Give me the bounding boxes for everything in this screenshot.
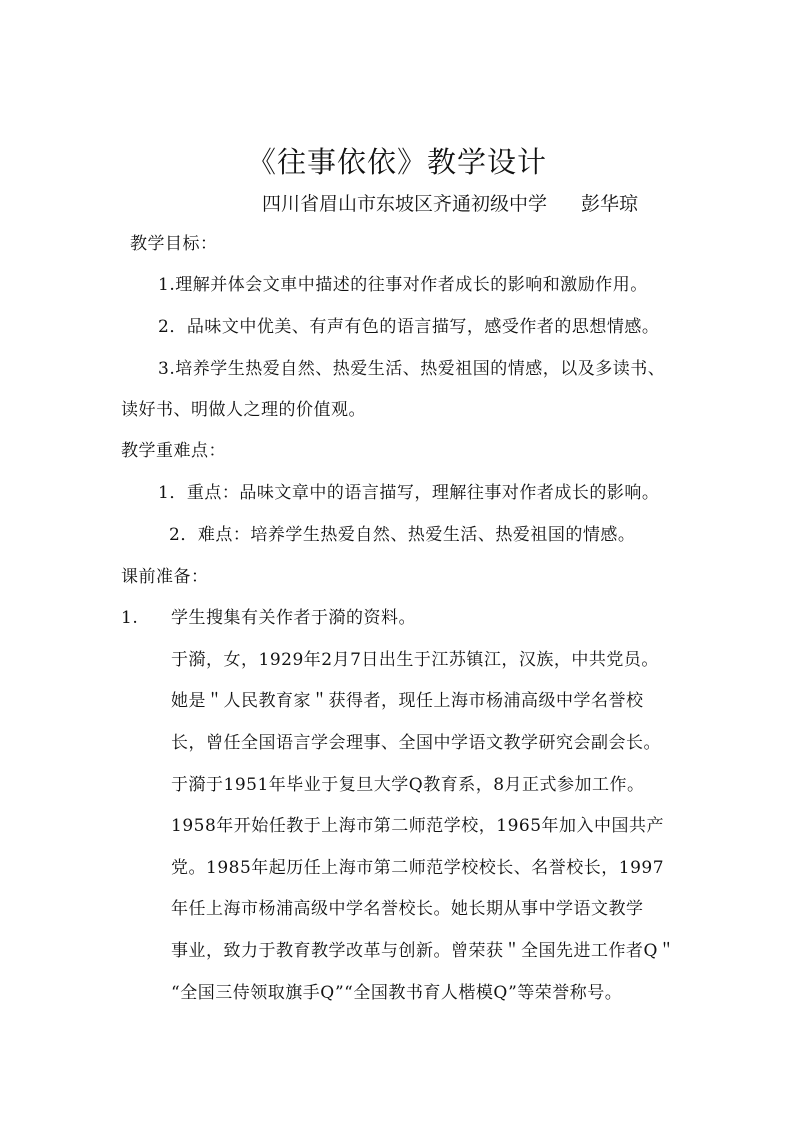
objective-3-continued: 读好书、明做人之理的价值观。	[121, 400, 366, 420]
prep-heading: 课前准备：	[121, 567, 209, 587]
author-name: 彭华琼	[581, 193, 639, 215]
prep-item-number: 1.	[121, 608, 139, 628]
objective-3: 3.培养学生热爱自然、热爱生活、热爱祖国的情感，以及多读书、	[158, 359, 666, 379]
bio-line-3: 长，曾任全国语言学会理事、全国中学语文教学研究会副会长。	[171, 733, 661, 753]
document-title: 《往事依依》教学设计	[246, 145, 547, 179]
objective-1: 1.理解并体会文車中描述的往事对作者成长的影响和激励作用。	[158, 275, 648, 295]
objective-2: 2．品味文中优美、有声有色的语言描写，感受作者的思想情感。	[158, 317, 660, 337]
prep-item-title: 学生搜集有关作者于漪的资料。	[171, 608, 416, 628]
bio-line-1: 于漪，女，1929年2月7日出生于江苏镇江，汉族，中共党员。	[171, 650, 659, 670]
bio-line-5: 1958年开始任教于上海市第二师范学校，1965年加入中国共产	[171, 816, 665, 836]
bio-line-8: 事业，致力于教育教学改革与创新。曾荣获＂全国先进工作者Q＂	[171, 941, 676, 961]
school-name: 四川省眉山市东坡区齐通初级中学	[262, 193, 548, 215]
byline	[262, 191, 638, 217]
bio-line-7: 年任上海市杨浦高级中学名誉校长。她长期从事中学语文教学	[171, 899, 644, 919]
objectives-heading: 教学目标：	[130, 234, 218, 254]
bio-line-4: 于漪于1951年毕业于复旦大学Q教育系，8月正式参加工作。	[171, 775, 645, 795]
keypoint-2: 2．难点：培养学生热爱自然、热爱生活、热爱祖国的情感。	[169, 525, 636, 545]
keypoint-1: 1．重点：品味文章中的语言描写，理解往事对作者成长的影响。	[158, 483, 660, 503]
bio-line-9: “全国三侍领取旗手Q”“全国教书育人楷模Q”等荣誉称号。	[171, 983, 623, 1003]
bio-line-2: 她是＂人民教育家＂获得者，现任上海市杨浦高级中学名誉校	[171, 691, 644, 711]
keypoints-heading: 教学重难点：	[121, 441, 226, 461]
bio-line-6: 党。1985年起历任上海市第二师范学校校长、名誉校长，1997	[171, 858, 665, 878]
